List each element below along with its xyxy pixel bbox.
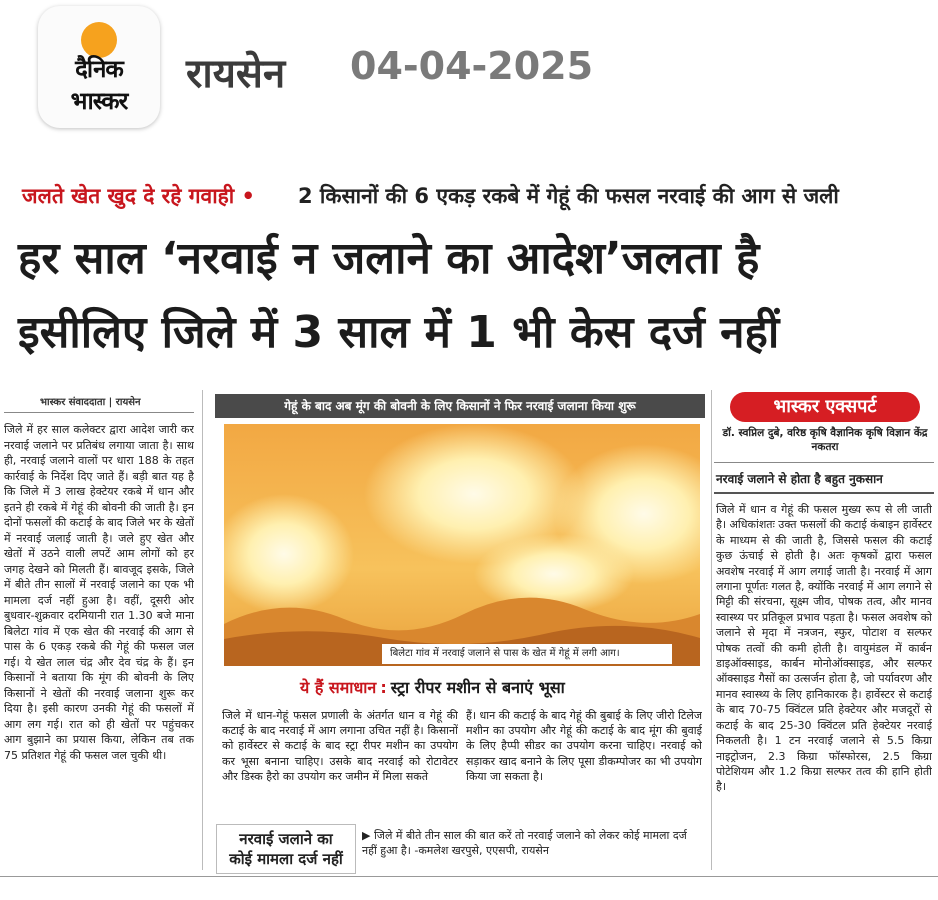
no-case-box [216,824,356,874]
no-case-line-1: नरवाई जलाने का [239,830,333,848]
photo-caption: बिलेटा गांव में नरवाई जलाने से पास के खेत में गेहूं में लगी आग। [382,644,672,664]
byline: भास्कर संवाददाता | रायसेन [40,397,141,408]
column-divider-right [711,390,712,870]
solution-heading [300,676,565,698]
page-bottom-rule [0,876,938,877]
dainik-bhaskar-logo [38,6,160,128]
headline-line-2: इसीलिए जिले में 3 साल में 1 भी केस दर्ज नहीं [18,307,780,358]
byline-divider [4,412,194,413]
main-story-body: जिले में हर साल कलेक्टर द्वारा आदेश जारी कर नरवाई जलाने पर प्रतिबंध लगाया जाता है। साथ ही, नरवाई जलाने वालों पर धारा 188 के तहत कार्रवाई के निर्देश दिए जाते हैं। बड़ी बात यह है कि जिले में 3 लाख हेक्टेयर रकबे में धान और इतने ही रकबे में गेहूं की बोवनी की जाती है। इन दोनों फसलों की कटाई के बाद जिले भर के खेतों में नरवाई जलाई जाती है। जले हुए खेत और खेतों में उठने वाली लपटें आम लोगों को हर जगह देखने को मिलती हैं। बावजूद इसके, जिले में बीते तीन सालों में नरवाई जलाने का एक भी मामला दर्ज नहीं हुआ है। वहीं, दूसरी ओर बुधवार-शुक्रवार दरमियानी रात 1.30 बजे माना बिलेटा गांव में एक खेत की नरवाई की आग से पास के 6 एकड़ रकबे की गेहूं की फसल जल गई। ये खेत लाल चंद्र और देव चंद्र के हैं। इन किसानों ने बताया कि मूंग की बोवनी के लिए किसानों ने खेतों की नरवाई जलाना शुरू कर दिया है। इसी कारण उनकी गेहूं की फसलों में आग लग गई। रात को ही खेतों पर पहुंचकर आग बुझाने का प्रयास किया, लेकिन तब तक 75 प्रतिशत गेहूं की फसल जल चुकी थी। [4,423,194,762]
expert-divider [714,462,934,463]
expert-body: जिले में धान व गेहूं की फसल मुख्य रूप से ली जाती है। अधिकांशतः उक्त फसलों की कटाई कंबाइन हार्वेस्टर के माध्यम से की जाती है, जिससे फसल की कटाई कुछ ऊंचाई से होती है। अतः कृषकों द्वारा फसल अवशेष नरवाई में आग लगाई जाती है। नरवाई में आग लगाना पूर्णतः गलत है, क्योंकि नरवाई में आग लगाने से मिट्टी की संरचना, सूक्ष्म जीव, पोषक तत्व, और मानव स्वास्थ्य पर प्रतिकूल प्रभाव पड़ता है। फसल अवशेष को जलाने से मृदा में नत्रजन, स्फुर, पोटाश व सल्फर पोषक तत्वों की कमी होती है। वायुमंडल में कार्बन डाइऑक्साइड, कार्बन मोनोऑक्साइड, और सल्फर ऑक्साइड गैसों का उत्सर्जन होता है, जो पर्यावरण और मानव स्वास्थ्य के लिए हानिकारक है। हार्वेस्टर से कटाई के बाद 70-75 क्विंटल प्रति हेक्टेयर और मजदूरों से कटाई के बाद 25-30 क्विंटल प्रति हेक्टेयर नरवाई निकलती है। 1 टन नरवाई जलाने से 5.5 किग्रा नाइट्रोजन, 2.3 किग्रा फॉस्फोरस, 2.5 किग्रा पोटेशियम और 1.2 किग्रा सल्फर तत्व की हानि होती है। [716,503,932,794]
expert-name: डॉ. स्वप्निल दुबे, वरिष्ठ कृषि वैज्ञानिक कृषि विज्ञान केंद्र नकतरा [722,427,928,453]
solution-separator: : [380,678,387,697]
edition-date: 04-04-2025 [350,44,594,88]
edition-city: रायसेन [186,51,286,97]
photo-header-bar: गेहूं के बाद अब मूंग की बोवनी के लिए किसानों ने फिर नरवाई जलाना किया शुरू [215,394,705,418]
logo-text-dainik: दैनिक [75,55,123,83]
solution-title: स्ट्रा रीपर मशीन से बनाएं भूसा [390,678,565,697]
bhaskar-expert-badge: भास्कर एक्सपर्ट [730,392,920,422]
expert-heading-rule [714,492,934,494]
fire-photo-illustration [224,424,700,666]
asp-quote: ▶ जिले में बीते तीन साल की बात करें तो नरवाई जलाने को लेकर कोई मामला दर्ज नहीं हुआ है। -कमलेश खरपुसे, एएसपी, रायसेन [362,829,687,857]
column-divider-left [202,390,203,870]
headline-kicker: जलते खेत खुद दे रहे गवाही • [22,184,255,208]
no-case-line-2: कोई मामला दर्ज नहीं [229,850,343,868]
headline-subhead: 2 किसानों की 6 एकड़ रकबे में गेहूं की फसल नरवाई की आग से जली [298,184,839,208]
logo-text-bhaskar: भास्कर [70,87,128,115]
headline-line-1: हर साल ‘नरवाई न जलाने का आदेश’जलता है [18,233,760,284]
solution-body-left: जिले में धान-गेहूं फसल प्रणाली के अंतर्गत धान व गेहूं की कटाई के बाद नरवाई में आग लगाना उचित नहीं है। किसानों को हार्वेस्टर से कटाई के बाद स्ट्रा रीपर मशीन का उपयोग कर भूसा बनाना चाहिए। उसके बाद नरवाई को रोटावेटर और डिस्क हैरो का उपयोग कर जमीन में मिला सकते [222,709,458,783]
solution-body-right: हैं। धान की कटाई के बाद गेहूं की बुबाई के लिए जीरो टिलेज मशीन का उपयोग और गेहूं की कटाई के बाद मूंग की बुवाई के लिए हैप्पी सीडर का उपयोग करना चाहिए। नरवाई को सड़ाकर खाद बनाने के लिए पूसा डीकम्पोजर का भी उपयोग किया जा सकता है। [466,709,702,783]
fire-photo [224,424,700,666]
expert-heading: नरवाई जलाने से होता है बहुत नुकसान [716,472,883,486]
solution-kicker: ये हैं समाधान [300,678,377,697]
